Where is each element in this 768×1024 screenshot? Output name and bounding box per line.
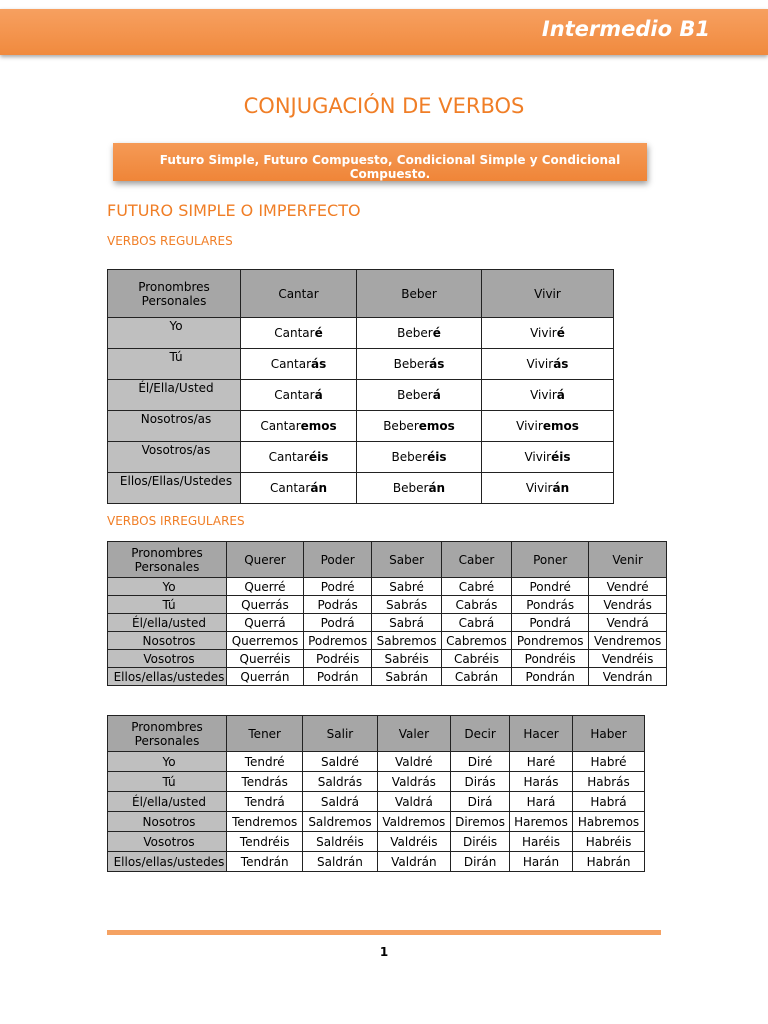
conjugation-cell: Querrás bbox=[227, 596, 304, 614]
table-header-row bbox=[108, 270, 614, 318]
table-row bbox=[108, 650, 667, 668]
conjugation-cell: Pondrá bbox=[512, 614, 589, 632]
page-title: CONJUGACIÓN DE VERBOS bbox=[243, 94, 525, 118]
pronoun-cell: Yo bbox=[108, 578, 227, 596]
table-row bbox=[108, 668, 667, 686]
conjugation-cell: Podrá bbox=[303, 614, 371, 632]
stem: Beber bbox=[383, 419, 419, 433]
header-cell: Venir bbox=[589, 542, 667, 578]
conjugation-cell: Pondréis bbox=[512, 650, 589, 668]
ending: éis bbox=[551, 450, 571, 464]
stem: Cantar bbox=[270, 357, 312, 371]
pronoun-cell: Nosotros/as bbox=[108, 411, 241, 442]
conjugation-cell: Querrán bbox=[227, 668, 304, 686]
table-row bbox=[108, 752, 645, 772]
conjugation-cell: Sabréis bbox=[372, 650, 441, 668]
conjugation-cell: Pondrás bbox=[512, 596, 589, 614]
conjugation-cell: Dirá bbox=[451, 792, 510, 812]
conjugation-cell: Haremos bbox=[509, 812, 572, 832]
header-cell: Haber bbox=[573, 716, 645, 752]
header-cell: Beber bbox=[357, 270, 482, 318]
conjugation-cell: Habrán bbox=[573, 852, 645, 872]
conjugation-cell: Harás bbox=[509, 772, 572, 792]
conjugation-cell: Sabremos bbox=[372, 632, 441, 650]
pronoun-cell: Yo bbox=[108, 752, 227, 772]
stem: Beber bbox=[391, 450, 428, 464]
conjugation-cell bbox=[357, 473, 482, 504]
ending: á bbox=[314, 388, 323, 402]
conjugation-cell: Vendré bbox=[589, 578, 667, 596]
ending: án bbox=[310, 481, 327, 495]
conjugation-cell: Valdréis bbox=[377, 832, 451, 852]
header-cell: Poder bbox=[303, 542, 371, 578]
subtitle-banner bbox=[113, 143, 647, 181]
header-cell: Saber bbox=[372, 542, 441, 578]
conjugation-cell: Vendremos bbox=[589, 632, 667, 650]
ending: án bbox=[428, 481, 446, 495]
conjugation-cell: Habré bbox=[573, 752, 645, 772]
pronoun-cell: Él/ella/usted bbox=[108, 792, 227, 812]
header-cell: Vivir bbox=[482, 270, 614, 318]
conjugation-cell bbox=[357, 411, 482, 442]
header-cell: Tener bbox=[227, 716, 303, 752]
conjugation-cell: Pondré bbox=[512, 578, 589, 596]
pronoun-cell: Nosotros bbox=[108, 632, 227, 650]
pronoun-cell: Ellos/ellas/ustedes bbox=[108, 852, 227, 872]
conjugation-cell bbox=[482, 380, 614, 411]
irregular-verbs-table-1 bbox=[107, 541, 667, 686]
conjugation-cell: Habréis bbox=[573, 832, 645, 852]
conjugation-cell bbox=[482, 349, 614, 380]
conjugation-cell: Valdrá bbox=[377, 792, 451, 812]
stem: Vivir bbox=[530, 388, 557, 402]
conjugation-cell: Valdrás bbox=[377, 772, 451, 792]
conjugation-cell: Saldrá bbox=[303, 792, 377, 812]
stem: Cantar bbox=[260, 419, 301, 433]
conjugation-cell: Saldré bbox=[303, 752, 377, 772]
conjugation-cell bbox=[482, 411, 614, 442]
ending: á bbox=[556, 388, 565, 402]
header-cell: Pronombres Personales bbox=[108, 270, 241, 318]
header-cell: Hacer bbox=[509, 716, 572, 752]
conjugation-cell: Saldremos bbox=[303, 812, 377, 832]
conjugation-cell: Tendré bbox=[227, 752, 303, 772]
header-cell: Decir bbox=[451, 716, 510, 752]
table-row bbox=[108, 318, 614, 349]
conjugation-cell: Diremos bbox=[451, 812, 510, 832]
table-row bbox=[108, 473, 614, 504]
ending: ás bbox=[553, 357, 569, 371]
footer-divider bbox=[107, 930, 661, 935]
conjugation-cell bbox=[357, 380, 482, 411]
conjugation-cell: Saldrán bbox=[303, 852, 377, 872]
conjugation-cell bbox=[241, 349, 357, 380]
stem: Vivir bbox=[530, 326, 557, 340]
conjugation-cell: Valdrán bbox=[377, 852, 451, 872]
conjugation-cell: Cabrá bbox=[441, 614, 511, 632]
conjugation-cell: Podréis bbox=[303, 650, 371, 668]
header-cell: Cantar bbox=[241, 270, 357, 318]
regular-verbs-table bbox=[107, 269, 614, 504]
conjugation-cell: Cabrás bbox=[441, 596, 511, 614]
conjugation-cell: Pondremos bbox=[512, 632, 589, 650]
conjugation-cell: Podremos bbox=[303, 632, 371, 650]
pronoun-cell: Ellos/ellas/ustedes bbox=[108, 668, 227, 686]
header-bar bbox=[0, 9, 768, 55]
header-cell: Pronombres Personales bbox=[108, 716, 227, 752]
conjugation-cell: Sabrán bbox=[372, 668, 441, 686]
conjugation-cell: Vendrás bbox=[589, 596, 667, 614]
ending: emos bbox=[418, 419, 455, 433]
conjugation-cell: Pondrán bbox=[512, 668, 589, 686]
conjugation-cell: Diréis bbox=[451, 832, 510, 852]
pronoun-cell: Vosotros bbox=[108, 650, 227, 668]
conjugation-cell: Hará bbox=[509, 792, 572, 812]
stem: Vivir bbox=[526, 357, 554, 371]
conjugation-cell: Querréis bbox=[227, 650, 304, 668]
conjugation-cell: Cabréis bbox=[441, 650, 511, 668]
conjugation-cell: Haré bbox=[509, 752, 572, 772]
stem: Beber bbox=[397, 388, 433, 402]
conjugation-cell: Habrás bbox=[573, 772, 645, 792]
ending: é bbox=[314, 326, 323, 340]
pronoun-cell: Yo bbox=[108, 318, 241, 349]
conjugation-cell: Diré bbox=[451, 752, 510, 772]
stem: Beber bbox=[397, 326, 433, 340]
stem: Vivir bbox=[525, 481, 553, 495]
ending: ás bbox=[429, 357, 445, 371]
stem: Cantar bbox=[274, 326, 315, 340]
ending: á bbox=[432, 388, 441, 402]
pronoun-cell: Él/Ella/Usted bbox=[108, 380, 241, 411]
conjugation-cell: Tendrás bbox=[227, 772, 303, 792]
pronoun-cell: Él/ella/usted bbox=[108, 614, 227, 632]
conjugation-cell: Querré bbox=[227, 578, 304, 596]
conjugation-cell: Vendrán bbox=[589, 668, 667, 686]
level-label: Intermedio B1 bbox=[541, 17, 710, 41]
table-row bbox=[108, 442, 614, 473]
conjugation-cell bbox=[241, 411, 357, 442]
conjugation-cell: Tendrán bbox=[227, 852, 303, 872]
stem: Vivir bbox=[524, 450, 552, 464]
stem: Beber bbox=[392, 481, 429, 495]
stem: Vivir bbox=[516, 419, 543, 433]
conjugation-cell: Querrá bbox=[227, 614, 304, 632]
table-header-row bbox=[108, 716, 645, 752]
conjugation-cell bbox=[482, 473, 614, 504]
header-cell: Poner bbox=[512, 542, 589, 578]
table-row bbox=[108, 632, 667, 650]
conjugation-cell: Cabrán bbox=[441, 668, 511, 686]
header-cell: Caber bbox=[441, 542, 511, 578]
conjugation-cell bbox=[482, 442, 614, 473]
stem: Cantar bbox=[270, 481, 311, 495]
table-row bbox=[108, 852, 645, 872]
pronoun-cell: Vosotros bbox=[108, 832, 227, 852]
stem: Beber bbox=[393, 357, 430, 371]
conjugation-cell: Saldrás bbox=[303, 772, 377, 792]
conjugation-cell: Dirán bbox=[451, 852, 510, 872]
conjugation-cell: Habremos bbox=[573, 812, 645, 832]
table-row bbox=[108, 832, 645, 852]
table-row bbox=[108, 349, 614, 380]
conjugation-cell: Podrán bbox=[303, 668, 371, 686]
table-row bbox=[108, 812, 645, 832]
conjugation-cell: Haréis bbox=[509, 832, 572, 852]
conjugation-cell: Valdré bbox=[377, 752, 451, 772]
header-cell: Pronombres Personales bbox=[108, 542, 227, 578]
conjugation-cell bbox=[357, 349, 482, 380]
ending: é bbox=[432, 326, 441, 340]
header-cell: Valer bbox=[377, 716, 451, 752]
pronoun-cell: Vosotros/as bbox=[108, 442, 241, 473]
conjugation-cell: Vendréis bbox=[589, 650, 667, 668]
conjugation-cell: Sabrá bbox=[372, 614, 441, 632]
pronoun-cell: Tú bbox=[108, 772, 227, 792]
table-header-row bbox=[108, 542, 667, 578]
conjugation-cell: Podré bbox=[303, 578, 371, 596]
ending: ás bbox=[311, 357, 327, 371]
conjugation-cell bbox=[241, 473, 357, 504]
regular-verbs-heading: VERBOS REGULARES bbox=[107, 234, 233, 248]
ending: éis bbox=[427, 450, 447, 464]
conjugation-cell bbox=[357, 318, 482, 349]
page-number: 1 bbox=[379, 945, 389, 959]
conjugation-cell: Harán bbox=[509, 852, 572, 872]
ending: éis bbox=[308, 450, 329, 464]
conjugation-cell: Vendrá bbox=[589, 614, 667, 632]
table-row bbox=[108, 596, 667, 614]
conjugation-cell: Tendréis bbox=[227, 832, 303, 852]
section-heading: FUTURO SIMPLE O IMPERFECTO bbox=[107, 201, 361, 220]
conjugation-cell bbox=[241, 442, 357, 473]
conjugation-cell bbox=[241, 380, 357, 411]
conjugation-cell: Podrás bbox=[303, 596, 371, 614]
conjugation-cell: Sabrás bbox=[372, 596, 441, 614]
irregular-verbs-heading: VERBOS IRREGULARES bbox=[107, 514, 245, 528]
conjugation-cell: Valdremos bbox=[377, 812, 451, 832]
ending: emos bbox=[542, 419, 579, 433]
conjugation-cell: Cabremos bbox=[441, 632, 511, 650]
conjugation-cell bbox=[241, 318, 357, 349]
ending: án bbox=[552, 481, 570, 495]
conjugation-cell bbox=[482, 318, 614, 349]
pronoun-cell: Ellos/Ellas/Ustedes bbox=[108, 473, 241, 504]
ending: é bbox=[556, 326, 565, 340]
stem: Cantar bbox=[274, 388, 315, 402]
table-row bbox=[108, 772, 645, 792]
irregular-verbs-table-2 bbox=[107, 715, 645, 872]
header-cell: Salir bbox=[303, 716, 377, 752]
stem: Cantar bbox=[268, 450, 309, 464]
header-cell: Querer bbox=[227, 542, 304, 578]
table-row bbox=[108, 380, 614, 411]
table-row bbox=[108, 792, 645, 812]
conjugation-cell: Cabré bbox=[441, 578, 511, 596]
ending: emos bbox=[300, 419, 337, 433]
conjugation-cell: Saldréis bbox=[303, 832, 377, 852]
pronoun-cell: Tú bbox=[108, 596, 227, 614]
table-row bbox=[108, 411, 614, 442]
pronoun-cell: Nosotros bbox=[108, 812, 227, 832]
conjugation-cell: Sabré bbox=[372, 578, 441, 596]
table-row bbox=[108, 578, 667, 596]
pronoun-cell: Tú bbox=[108, 349, 241, 380]
conjugation-cell: Habrá bbox=[573, 792, 645, 812]
conjugation-cell: Tendremos bbox=[227, 812, 303, 832]
conjugation-cell bbox=[357, 442, 482, 473]
conjugation-cell: Querremos bbox=[227, 632, 304, 650]
table-row bbox=[108, 614, 667, 632]
subtitle-text: Futuro Simple, Futuro Compuesto, Condicional Simple y Condicional Compuesto. bbox=[159, 153, 621, 181]
conjugation-cell: Dirás bbox=[451, 772, 510, 792]
conjugation-cell: Tendrá bbox=[227, 792, 303, 812]
